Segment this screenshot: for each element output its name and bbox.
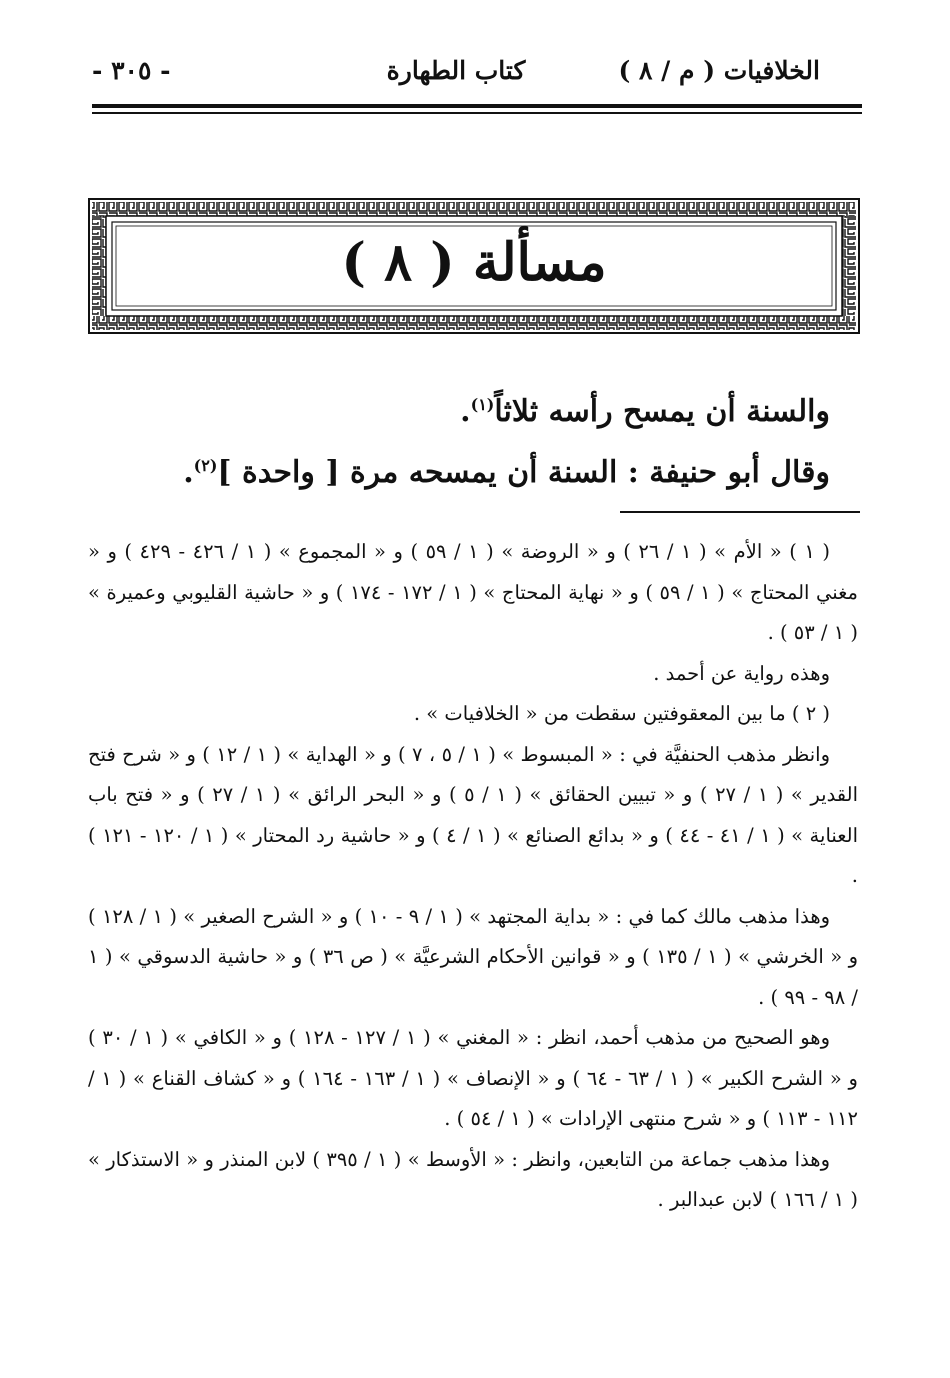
running-header xyxy=(92,48,820,98)
footnote-paragraph: وهذه رواية عن أحمد . xyxy=(653,661,830,685)
footnote-ref-1: (١) xyxy=(470,395,495,414)
footnote-paragraph: وانظر مذهب الحنفيَّة في : « المبسوط » ( ١ / ٥ ، ٧ ) و « الهداية » ( ١ / ١٢ ) و « شرح فتح القدير » ( ١ / ٢٧ ) و « تبيين الحقائق » ( ١ / ٥ ) و « البحر الرائق » ( ١ / ٢٧ ) و « فتح باب العناية » ( ١ / ٤١ - ٤٤ ) و « بدائع الصنائع » ( ١ / ٤ ) و « حاشية رد المحتار » ( ١ / ١٢٠ - ١٢١ ) . xyxy=(88,742,859,887)
footnotes xyxy=(88,532,858,1221)
header-rule-thick xyxy=(92,104,862,108)
footnote-paragraph: وهو الصحيح من مذهب أحمد، انظر : « المغني » ( ١ / ١٢٧ - ١٢٨ ) و « الكافي » ( ١ / ٣٠ ) و « الشرح الكبير » ( ١ / ٦٣ - ٦٤ ) و « الإنصاف » ( ١ / ١٦٣ - ١٦٤ ) و « كشاف القناع » ( ١ / ١١٢ - ١١٣ ) و « شرح منتهى الإرادات » ( ١ / ٥٤ ) . xyxy=(88,1026,858,1130)
main-line-2-text: وقال أبو حنيفة : السنة أن يمسحه مرة [ واحدة ] xyxy=(217,455,830,490)
main-line-1-end: . xyxy=(460,394,471,429)
footnote-paragraph: ( ١ ) « الأم » ( ١ / ٢٦ ) و « الروضة » ( ١ / ٥٩ ) و « المجموع » ( ١ / ٤٢٦ - ٤٢٩ ) و « مغني المحتاج » ( ١ / ٥٩ ) و « نهاية المحتاج » ( ١ / ١٧٢ - ١٧٤ ) و « حاشية القليوبي وعميرة » ( ١ / ٥٣ ) . xyxy=(88,540,858,644)
section-title: مسألة ( ٨ ) xyxy=(341,232,607,293)
footnote-ref-2: (٢) xyxy=(193,456,218,475)
main-text xyxy=(90,378,830,500)
header-chapter: كتاب الطهارة xyxy=(386,56,526,85)
footnote-paragraph: وهذا مذهب جماعة من التابعين، وانظر : « الأوسط » ( ١ / ٣٩٥ ) لابن المنذر و « الاستذكار » ( ١ / ١٦٦ ) لابن عبدالبر . xyxy=(88,1147,858,1211)
footnote-paragraph: ( ٢ ) ما بين المعقوفتين سقطت من « الخلافيات » . xyxy=(413,702,830,725)
footnote-paragraph: وهذا مذهب مالك كما في : « بداية المجتهد » ( ١ / ٩ - ١٠ ) و « الشرح الصغير » ( ١ / ١٢٨ ) و « الخرشي » ( ١ / ١٣٥ ) و « قوانين الأحكام الشرعيَّة » ( ص ٣٦ ) و « حاشية الدسوقي » ( ١ / ٩٨ - ٩٩ ) . xyxy=(88,904,858,1009)
main-line-2-end: . xyxy=(183,455,194,490)
header-page-number: - ٣٠٥ - xyxy=(92,56,171,85)
footnote-separator xyxy=(620,511,860,513)
main-line-1 xyxy=(90,378,830,439)
main-line-2 xyxy=(90,439,830,500)
main-line-1-text: والسنة أن يمسح رأسه ثلاثاً xyxy=(494,394,830,429)
header-book-title: الخلافيات ( م / ٨ ) xyxy=(618,56,820,85)
section-title-frame xyxy=(88,198,860,334)
header-rule-thin xyxy=(92,112,862,114)
